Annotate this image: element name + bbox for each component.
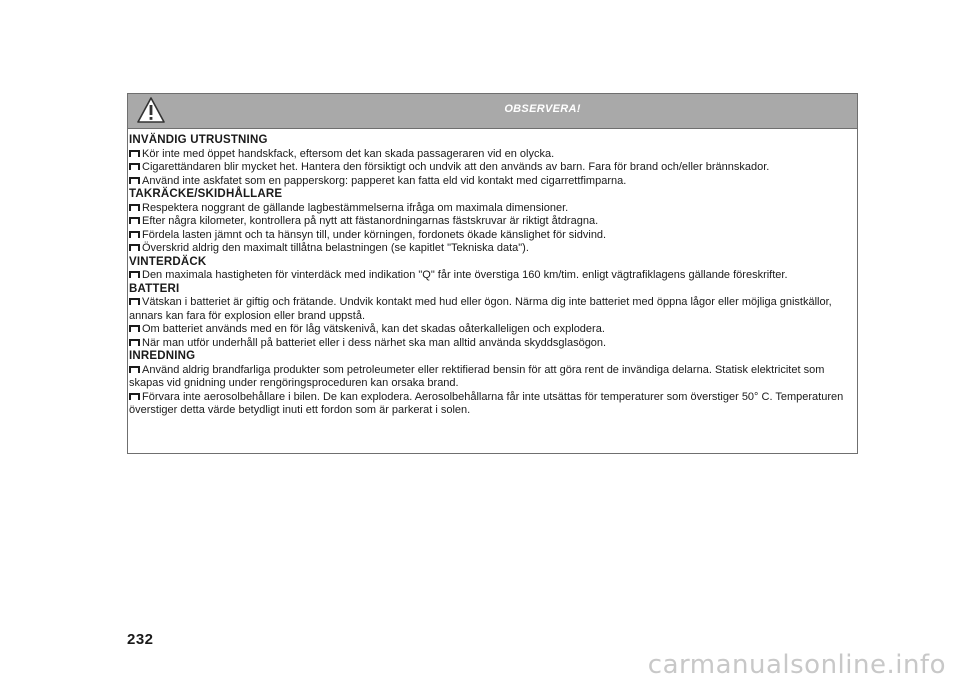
list-item (129, 161, 855, 175)
bullet-icon (129, 244, 138, 251)
section-heading: TAKRÄCKE/SKIDHÅLLARE (129, 188, 283, 200)
list-item-text: Vätskan i batteriet är giftig och frätande. Undvik kontakt med hud eller ögon. Närma dig inte batteriet med öppna lågor eller möjliga gnistkällor, annars kan fara för explosion eller brand uppstå. (129, 296, 832, 322)
list-item (129, 391, 855, 418)
list-item-text: Överskrid aldrig den maximalt tillåtna belastningen (se kapitlet "Tekniska data"). (142, 242, 529, 254)
list-item (129, 148, 855, 162)
warning-box-content (128, 129, 857, 418)
bullet-icon (129, 217, 138, 224)
section-heading: INVÄNDIG UTRUSTNING (129, 134, 268, 146)
warning-box-title: OBSERVERA! (504, 103, 581, 115)
bullet-icon (129, 231, 138, 238)
list-item-text: Kör inte med öppet handskfack, eftersom det kan skada passageraren vid en olycka. (142, 147, 555, 160)
list-item-text: Efter några kilometer, kontrollera på nytt att fästanordningarnas fästskruvar är riktigt åtdragna. (142, 215, 599, 227)
warning-box (127, 93, 858, 454)
list-item (129, 269, 855, 283)
page-number: 232 (127, 631, 154, 648)
section-heading: INREDNING (129, 350, 196, 362)
list-item-text: Den maximala hastigheten för vinterdäck med indikation "Q" får inte överstiga 160 km/tim. enligt vägtrafiklagens gällande föreskrifter. (142, 269, 788, 281)
list-item-text: Fördela lasten jämnt och ta hänsyn till, under körningen, fordonets ökade känslighet för sidvind. (142, 228, 607, 241)
bullet-icon (129, 163, 138, 170)
list-item-text: Använd aldrig brandfarliga produkter som petroleumeter eller rektifierad bensin för att göra rent de invändiga delarna. Statisk elektricitet som skapas vid gnidning under rengöringsproceduren kan orsaka brand. (129, 363, 825, 389)
bullet-icon (129, 150, 138, 157)
list-item (129, 323, 855, 337)
bullet-icon (129, 339, 138, 346)
list-item (129, 296, 855, 323)
list-item (129, 364, 855, 391)
watermark: carmanualsonline.info (647, 650, 946, 680)
list-item (129, 337, 855, 351)
bullet-icon (129, 393, 138, 400)
warning-box-header (128, 94, 857, 129)
bullet-icon (129, 366, 138, 373)
list-item (129, 175, 855, 189)
list-item-text: Använd inte askfatet som en papperskorg: papperet kan fatta eld vid kontakt med cigarrettfimparna. (142, 174, 627, 187)
list-item-text: När man utför underhåll på batteriet eller i dess närhet ska man alltid använda skyddsglasögon. (142, 336, 607, 349)
section-heading: BATTERI (129, 282, 180, 295)
list-item (129, 202, 855, 216)
bullet-icon (129, 204, 138, 211)
bullet-icon (129, 325, 138, 332)
list-item (129, 215, 855, 229)
section-heading: VINTERDÄCK (129, 255, 207, 268)
list-item-text: Respektera noggrant de gällande lagbestämmelserna ifråga om maximala dimensioner. (142, 201, 569, 214)
bullet-icon (129, 298, 138, 305)
list-item-text: Om batteriet används med en för låg vätskenivå, kan det skadas oåterkalleligen och explodera. (142, 323, 605, 335)
list-item (129, 229, 855, 243)
bullet-icon (129, 271, 138, 278)
list-item-text: Förvara inte aerosolbehållare i bilen. De kan explodera. Aerosolbehållarna får inte utsättas för temperaturer som överstiger 50° C. Temperaturen överstiger detta värde betydligt inuti ett fordon som är parkerat i solen. (129, 390, 844, 416)
list-item-text: Cigarettändaren blir mycket het. Hantera den försiktigt och undvik att den används av barn. Fara för brand och/eller brännskador. (142, 161, 770, 173)
list-item (129, 242, 855, 256)
bullet-icon (129, 177, 138, 184)
